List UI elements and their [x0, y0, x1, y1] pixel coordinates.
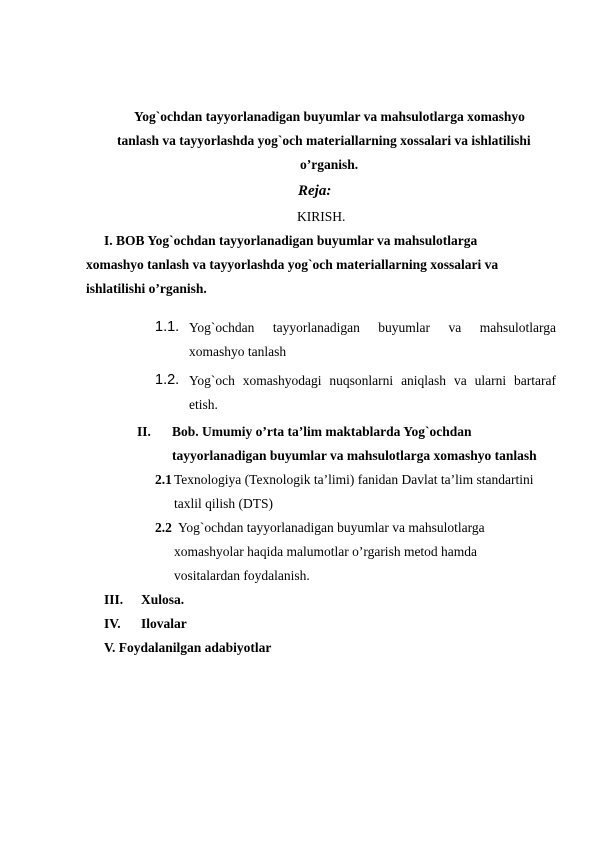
item-2-2-number: 2.2 — [155, 520, 172, 535]
chapter-3-number: III. — [104, 592, 124, 607]
item-1-1-word: Yog`ochdan — [189, 320, 255, 335]
item-1-2-number: 1.2. — [155, 372, 180, 388]
reja-heading: Reja: — [298, 183, 332, 199]
chapter-1-line-1: I. BOB Yog`ochdan tayyorlanadigan buyumlar va mahsulotlarga — [104, 233, 478, 248]
item-2-2-line-1: Yog`ochdan tayyorlanadigan buyumlar va mahsulotlarga — [178, 520, 485, 535]
chapter-4-label: Ilovalar — [141, 616, 187, 631]
item-2-2-line-3: vositalardan foydalanish. — [174, 568, 310, 583]
item-1-1-word: va — [448, 320, 462, 335]
title-line-1: Yog`ochdan tayyorlanadigan buyumlar va mahsulotlarga xomashyo — [134, 109, 525, 124]
chapter-2-line-1: Bob. Umumiy o’rta ta’lim maktablarda Yog`ochdan — [172, 424, 472, 439]
chapter-4-number: IV. — [104, 616, 121, 631]
chapter-3-label: Xulosa. — [141, 592, 185, 607]
chapter-2-number: II. — [137, 424, 151, 439]
item-1-2-word: va — [453, 373, 467, 388]
chapter-5-label: V. Foydalanilgan adabiyotlar — [104, 640, 272, 655]
item-1-2-word: ularni — [474, 373, 507, 388]
item-1-1-word: buyumlar — [378, 320, 431, 335]
kirish-heading: KIRISH. — [297, 209, 346, 224]
item-1-2-word: xomashyodagi — [242, 373, 322, 388]
title-line-2: tanlash va tayyorlashda yog`och materiallarning xossalari va ishlatilishi — [117, 133, 531, 148]
item-1-1-line-1 — [189, 320, 556, 336]
chapter-1-line-3: ishlatilishi o’rganish. — [86, 281, 207, 296]
item-1-1-line-2: xomashyo tanlash — [189, 344, 287, 359]
chapter-1-line-2: xomashyo tanlash va tayyorlashda yog`och materiallarning xossalari va — [86, 257, 499, 272]
item-2-1-line-1: Texnologiya (Texnologik ta’limi) fanidan Davlat ta’lim standartini — [174, 472, 534, 487]
item-2-1-number: 2.1 — [155, 472, 172, 487]
chapter-2-line-2: tayyorlanadigan buyumlar va mahsulotlarga xomashyo tanlash — [172, 448, 537, 463]
item-1-2-line-1 — [189, 373, 556, 389]
item-1-2-word: aniqlash — [401, 373, 447, 388]
item-1-2-word: nuqsonlarni — [329, 373, 394, 388]
item-2-1-line-2: taxlil qilish (DTS) — [174, 496, 273, 511]
item-2-2-line-2: xomashyolar haqida malumotlar o’rgarish metod hamda — [174, 544, 478, 559]
item-1-1-word: mahsulotlarga — [479, 320, 556, 335]
item-1-2-word: Yog`och — [189, 373, 235, 388]
item-1-2-line-2: etish. — [189, 397, 218, 412]
item-1-2-word: bartaraf — [513, 373, 556, 388]
item-1-1-number: 1.1. — [155, 319, 180, 335]
title-line-3: o’rganish. — [300, 157, 359, 172]
item-1-1-word: tayyorlanadigan — [272, 320, 360, 335]
